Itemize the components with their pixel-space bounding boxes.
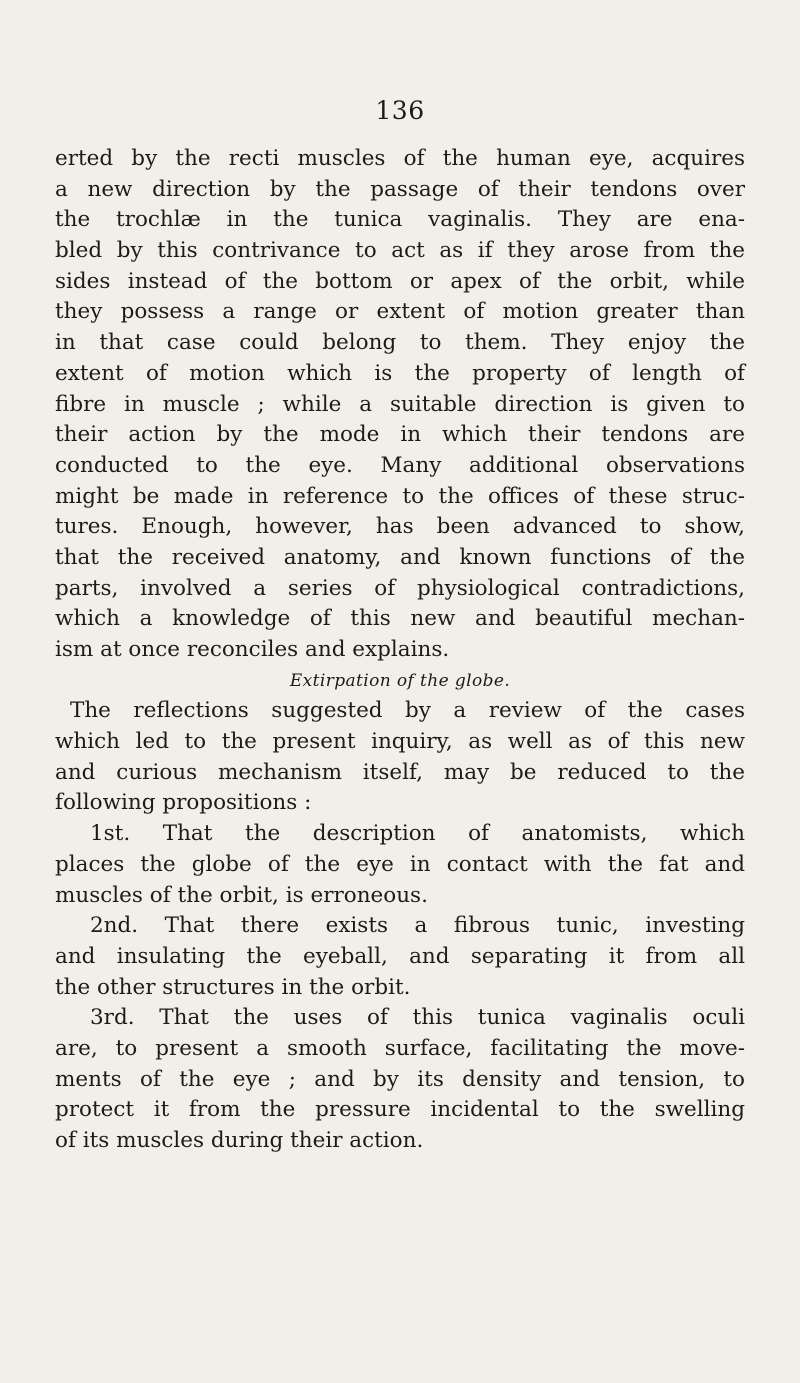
- text-line: places the globe of the eye in contact with the fat and: [55, 851, 745, 877]
- proposition-line: 3rd. That the uses of this tunica vaginalis oculi: [90, 1005, 745, 1031]
- text-line: parts, involved a series of physiological contradictions,: [55, 575, 745, 601]
- text-line: that the received anatomy, and known functions of the: [55, 544, 745, 570]
- text-line: extent of motion which is the property of length of: [55, 360, 745, 386]
- text-line: and curious mechanism itself, may be reduced to the: [55, 759, 745, 785]
- text-line: conducted to the eye. Many additional observations: [55, 452, 745, 478]
- text-line: ism at once reconciles and explains.: [55, 637, 450, 662]
- text-line: which a knowledge of this new and beautiful mechan-: [55, 606, 745, 632]
- text-line: their action by the mode in which their tendons are: [55, 422, 745, 448]
- page-number: 136: [375, 96, 425, 125]
- text-line: the trochlæ in the tunica vaginalis. They are ena-: [55, 207, 745, 233]
- text-line: fibre in muscle ; while a suitable direction is given to: [55, 391, 745, 417]
- text-line: which led to the present inquiry, as well as of this new: [55, 729, 745, 755]
- body-text: [55, 144, 745, 1157]
- text-line: protect it from the pressure incidental to the swelling: [55, 1097, 745, 1123]
- text-line: in that case could belong to them. They enjoy the: [55, 330, 745, 356]
- text-line: of its muscles during their action.: [55, 1128, 424, 1153]
- text-line: are, to present a smooth surface, facilitating the move-: [55, 1035, 745, 1061]
- text-line: might be made in reference to the offices of these struc-: [55, 483, 745, 509]
- text-line: ments of the eye ; and by its density and tension, to: [55, 1066, 745, 1092]
- text-line: they possess a range or extent of motion greater than: [55, 299, 745, 325]
- text-line: following propositions :: [55, 790, 312, 816]
- proposition-line: 2nd. That there exists a fibrous tunic, investing: [90, 913, 745, 939]
- text-line: a new direction by the passage of their tendons over: [55, 176, 745, 202]
- text-line: the other structures in the orbit.: [55, 974, 411, 1000]
- text-line: The reflections suggested by a review of the cases: [70, 698, 745, 724]
- text-line: bled by this contrivance to act as if they arose from the: [55, 238, 745, 264]
- text-line: erted by the recti muscles of the human eye, acquires: [55, 146, 745, 171]
- section-heading: Extirpation of the globe.: [289, 670, 511, 691]
- text-line: sides instead of the bottom or apex of the orbit, while: [55, 268, 745, 294]
- text-line: tures. Enough, however, has been advanced to show,: [55, 514, 745, 540]
- proposition-line: 1st. That the description of anatomists, which: [90, 821, 745, 847]
- text-line: and insulating the eyeball, and separating it from all: [55, 943, 745, 969]
- text-line: muscles of the orbit, is erroneous.: [55, 882, 428, 908]
